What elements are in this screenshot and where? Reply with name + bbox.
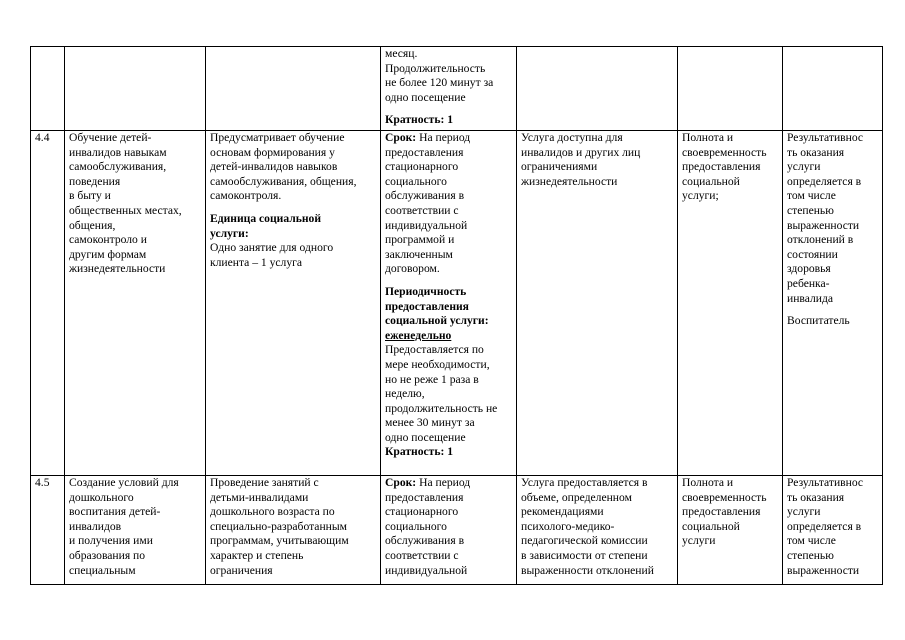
text-line: педагогической комиссии bbox=[521, 534, 648, 548]
cell-indicators bbox=[678, 131, 783, 476]
cell-indicators bbox=[678, 476, 783, 585]
cell-term bbox=[381, 476, 517, 585]
text-line: инвалида bbox=[787, 291, 834, 305]
period-label: Периодичность bbox=[385, 284, 467, 298]
cell-number bbox=[31, 131, 65, 476]
table-row bbox=[31, 47, 883, 131]
text-line: самоконтроло и bbox=[69, 233, 147, 247]
text-line: клиента – 1 услуга bbox=[210, 255, 303, 269]
text-line: жизнедеятельности bbox=[521, 174, 618, 188]
text-line: том числе bbox=[787, 189, 836, 203]
text-line: месяц. bbox=[385, 47, 418, 60]
text-line: Создание условий для bbox=[69, 476, 179, 489]
cell-term bbox=[381, 47, 517, 131]
text-line: соответствии с bbox=[385, 548, 459, 562]
text-line: Полнота и bbox=[682, 476, 734, 489]
text-line: в быту и bbox=[69, 189, 111, 203]
text-line: мере необходимости, bbox=[385, 357, 490, 371]
text-line: Результативнос bbox=[787, 131, 864, 144]
unit-label: услуги: bbox=[210, 226, 249, 240]
text-line: договором. bbox=[385, 262, 440, 276]
text-line: услуги bbox=[787, 505, 821, 519]
text-line: обслуживания в bbox=[385, 534, 465, 548]
text-line: поведения bbox=[69, 174, 121, 188]
term-label: Срок: bbox=[385, 131, 417, 144]
text-line: ть оказания bbox=[787, 145, 845, 159]
text-line: инвалидов и других лиц bbox=[521, 145, 641, 159]
text-line: социальной bbox=[682, 519, 740, 533]
table-row bbox=[31, 131, 883, 476]
text-line: воспитания детей- bbox=[69, 505, 161, 519]
cell-conditions bbox=[517, 47, 678, 131]
cell-service-content bbox=[206, 131, 381, 476]
text-line: ть оказания bbox=[787, 490, 845, 504]
text-line: социальной bbox=[682, 174, 740, 188]
text-line: предоставления bbox=[385, 145, 464, 159]
text-line: степенью bbox=[787, 548, 834, 562]
text-line: дошкольного bbox=[69, 490, 134, 504]
cell-service-name bbox=[65, 131, 206, 476]
text-line: состоянии bbox=[787, 247, 838, 261]
text-line: соответствии с bbox=[385, 203, 459, 217]
text-line: самообслуживания, bbox=[69, 160, 167, 174]
cell-results bbox=[783, 47, 883, 131]
text-line: программам, учитывающим bbox=[210, 534, 349, 548]
text-line: не более 120 минут за bbox=[385, 76, 494, 90]
text-line: детей-инвалидов навыков bbox=[210, 160, 338, 174]
cell-number bbox=[31, 476, 65, 585]
executor: Воспитатель bbox=[787, 314, 850, 328]
text-line: менее 30 минут за bbox=[385, 416, 475, 430]
text-line: другим формам bbox=[69, 247, 147, 261]
text-line: детьми-инвалидами bbox=[210, 490, 309, 504]
period-label: предоставления bbox=[385, 299, 469, 313]
text-line: инвалидов навыкам bbox=[69, 145, 167, 159]
text-line: психолого-медико- bbox=[521, 519, 615, 533]
text-line: том числе bbox=[787, 534, 836, 548]
text-line: На период bbox=[416, 476, 471, 489]
text-line: своевременность bbox=[682, 490, 767, 504]
text-line: объеме, определенном bbox=[521, 490, 632, 504]
cell-results bbox=[783, 131, 883, 476]
period-value: еженедельно bbox=[385, 328, 452, 342]
text-line: общественных местах, bbox=[69, 203, 182, 217]
cell-service-content bbox=[206, 47, 381, 131]
text-line: услуги bbox=[787, 160, 821, 174]
text-line: ограничения bbox=[210, 563, 273, 577]
unit-label: Единица социальной bbox=[210, 211, 322, 225]
text-line: неделю, bbox=[385, 387, 425, 401]
text-line: ограничениями bbox=[521, 160, 598, 174]
text-line: услуги bbox=[682, 534, 716, 548]
text-line: выраженности отклонений bbox=[521, 563, 654, 577]
text-line: ребенка- bbox=[787, 276, 830, 290]
text-line: индивидуальной bbox=[385, 563, 468, 577]
text-line: образования по bbox=[69, 548, 146, 562]
text-line: здоровья bbox=[787, 262, 831, 276]
text-line: в зависимости от степени bbox=[521, 548, 648, 562]
cell-service-name bbox=[65, 476, 206, 585]
text-line: определяется в bbox=[787, 174, 862, 188]
services-table bbox=[30, 46, 883, 585]
text-line: основам формирования у bbox=[210, 145, 335, 159]
text-line: жизнедеятельности bbox=[69, 262, 166, 276]
text-line: специальным bbox=[69, 563, 136, 577]
cell-indicators bbox=[678, 47, 783, 131]
text-line: и получения ими bbox=[69, 534, 153, 548]
table-row bbox=[31, 476, 883, 585]
text-line: продолжительность не bbox=[385, 401, 498, 415]
row-number: 4.4 bbox=[35, 131, 50, 144]
multiplicity-label: Кратность: 1 bbox=[385, 445, 454, 459]
text-line: одно посещение bbox=[385, 430, 466, 444]
text-line: характер и степень bbox=[210, 548, 304, 562]
term-label: Срок: bbox=[385, 476, 417, 489]
text-line: Предусматривает обучение bbox=[210, 131, 345, 144]
cell-term bbox=[381, 131, 517, 476]
text-line: Предоставляется по bbox=[385, 343, 484, 357]
text-line: общения, bbox=[69, 218, 116, 232]
text-line: определяется в bbox=[787, 519, 862, 533]
text-line: степенью bbox=[787, 203, 834, 217]
cell-results bbox=[783, 476, 883, 585]
text-line: Одно занятие для одного bbox=[210, 241, 334, 255]
text-line: предоставления bbox=[682, 505, 761, 519]
text-line: дошкольного возраста по bbox=[210, 505, 335, 519]
text-line: но не реже 1 раза в bbox=[385, 372, 479, 386]
text-line: стационарного bbox=[385, 160, 459, 174]
text-line: отклонений в bbox=[787, 233, 854, 247]
text-line: обслуживания в bbox=[385, 189, 465, 203]
cell-service-name bbox=[65, 47, 206, 131]
text-line: Продолжительность bbox=[385, 61, 486, 75]
cell-service-content bbox=[206, 476, 381, 585]
cell-conditions bbox=[517, 131, 678, 476]
text-line: социального bbox=[385, 174, 447, 188]
text-line: инвалидов bbox=[69, 519, 122, 533]
text-line: Обучение детей- bbox=[69, 131, 152, 144]
text-line: рекомендациями bbox=[521, 505, 604, 519]
cell-conditions bbox=[517, 476, 678, 585]
text-line: индивидуальной bbox=[385, 218, 468, 232]
text-line: Услуга предоставляется в bbox=[521, 476, 648, 489]
text-line: Проведение занятий с bbox=[210, 476, 319, 489]
text-line: предоставления bbox=[385, 490, 464, 504]
text-line: специально-разработанным bbox=[210, 519, 347, 533]
row-number: 4.5 bbox=[35, 476, 50, 489]
cell-number bbox=[31, 47, 65, 131]
multiplicity-label: Кратность: 1 bbox=[385, 113, 454, 127]
text-line: Результативнос bbox=[787, 476, 864, 489]
text-line: программой и bbox=[385, 233, 455, 247]
text-line: своевременность bbox=[682, 145, 767, 159]
text-line: выраженности bbox=[787, 563, 860, 577]
period-label: социальной услуги: bbox=[385, 314, 489, 328]
text-line: социального bbox=[385, 519, 447, 533]
text-line: услуги; bbox=[682, 189, 719, 203]
text-line: Услуга доступна для bbox=[521, 131, 623, 144]
text-line: предоставления bbox=[682, 160, 761, 174]
text-line: На период bbox=[416, 131, 471, 144]
text-line: стационарного bbox=[385, 505, 459, 519]
text-line: выраженности bbox=[787, 218, 860, 232]
text-line: самоконтроля. bbox=[210, 189, 282, 203]
text-line: одно посещение bbox=[385, 90, 466, 104]
text-line: заключенным bbox=[385, 247, 453, 261]
text-line: Полнота и bbox=[682, 131, 734, 144]
text-line: самообслуживания, общения, bbox=[210, 174, 357, 188]
